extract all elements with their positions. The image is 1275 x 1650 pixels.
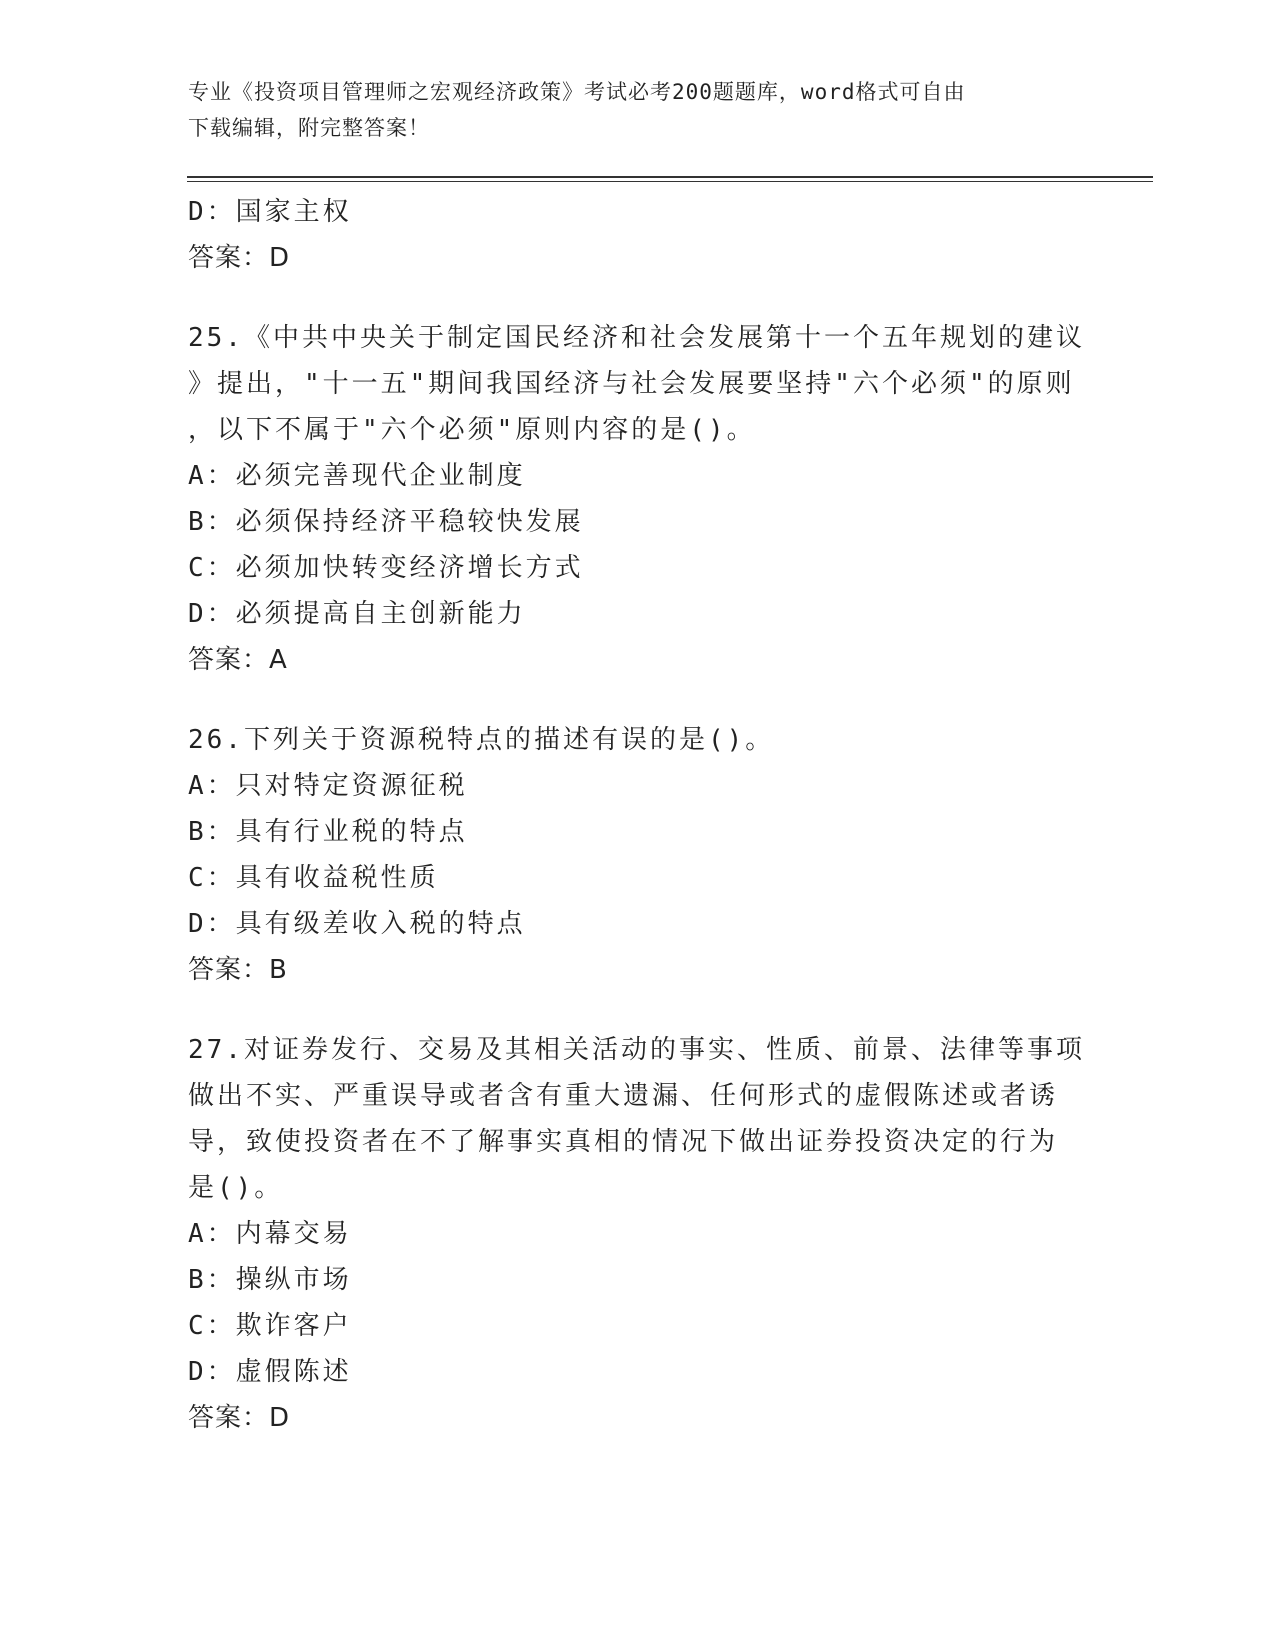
option-line: A：内幕交易 xyxy=(188,1219,352,1249)
question-block xyxy=(188,1027,1088,1441)
question-block xyxy=(188,189,1088,281)
question-text-line: 25.《中共中央关于制定国民经济和社会发展第十一个五年规划的建议 xyxy=(188,323,1085,353)
answer-line: 答案：D xyxy=(188,1403,291,1433)
option-line: A：只对特定资源征税 xyxy=(188,771,468,801)
question-block xyxy=(188,717,1088,993)
option-line: B：必须保持经济平稳较快发展 xyxy=(188,507,584,537)
option-line: B：具有行业税的特点 xyxy=(188,817,468,847)
question-text-line: 27.对证券发行、交易及其相关活动的事实、性质、前景、法律等事项 xyxy=(188,1035,1085,1065)
option-line: C：必须加快转变经济增长方式 xyxy=(188,553,584,583)
option-line: D：必须提高自主创新能力 xyxy=(188,599,526,629)
question-text-line: 26.下列关于资源税特点的描述有误的是()。 xyxy=(188,725,775,755)
document-header xyxy=(188,74,1088,146)
option-line: D：虚假陈述 xyxy=(188,1357,352,1387)
question-text-line: 做出不实、严重误导或者含有重大遗漏、任何形式的虚假陈述或者诱 xyxy=(188,1081,1059,1111)
option-line: C：欺诈客户 xyxy=(188,1311,352,1341)
header-line-1: 专业《投资项目管理师之宏观经济政策》考试必考200题题库，word格式可自由 xyxy=(188,80,966,104)
question-text-line: 》提出，"十一五"期间我国经济与社会发展要坚持"六个必须"的原则 xyxy=(188,369,1075,399)
header-divider-thin xyxy=(187,181,1153,182)
option-line: D：国家主权 xyxy=(188,197,352,227)
answer-line: 答案：A xyxy=(188,645,288,675)
header-divider xyxy=(187,176,1153,178)
option-line: B：操纵市场 xyxy=(188,1265,352,1295)
option-line: A：必须完善现代企业制度 xyxy=(188,461,526,491)
question-text-line: ，以下不属于"六个必须"原则内容的是()。 xyxy=(188,415,756,445)
question-text-line: 导，致使投资者在不了解事实真相的情况下做出证券投资决定的行为 xyxy=(188,1127,1059,1157)
option-line: D：具有级差收入税的特点 xyxy=(188,909,526,939)
question-block xyxy=(188,315,1088,683)
question-list xyxy=(188,189,1088,1441)
option-line: C：具有收益税性质 xyxy=(188,863,439,893)
header-line-2: 下载编辑，附完整答案！ xyxy=(188,116,430,140)
answer-line: 答案：D xyxy=(188,243,291,273)
answer-line: 答案：B xyxy=(188,955,288,985)
question-text-line: 是()。 xyxy=(188,1173,284,1203)
